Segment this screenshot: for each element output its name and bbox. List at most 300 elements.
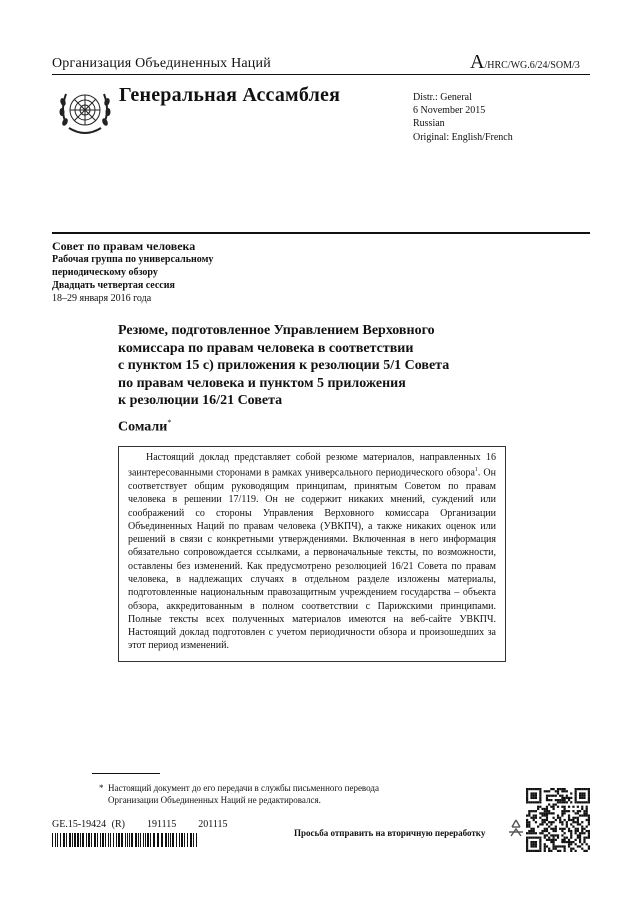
qr-module [561, 788, 563, 790]
qr-module [528, 814, 530, 816]
qr-module [579, 834, 581, 836]
qr-module [533, 797, 535, 799]
qr-module [577, 806, 579, 808]
qr-module [588, 823, 590, 825]
qr-module [528, 823, 530, 825]
qr-module [539, 839, 541, 841]
qr-module [535, 792, 537, 794]
qr-module [548, 837, 550, 839]
qr-module [526, 814, 528, 816]
qr-module [586, 826, 588, 828]
session-dates: 18–29 января 2016 года [52, 293, 152, 304]
qr-module [568, 797, 570, 799]
qr-module [557, 790, 559, 792]
qr-module [530, 792, 532, 794]
qr-module [530, 843, 532, 845]
qr-module [564, 799, 566, 801]
qr-module [552, 808, 554, 810]
barcode-bar [116, 833, 117, 847]
qr-module [557, 788, 559, 790]
qr-module [546, 810, 548, 812]
qr-module [539, 832, 541, 834]
qr-module [526, 841, 528, 843]
document-symbol-prefix: A [470, 51, 485, 73]
qr-module [579, 801, 581, 803]
barcode-bar [157, 833, 159, 847]
section-rule [52, 232, 590, 234]
qr-module [546, 797, 548, 799]
qr-module [579, 797, 581, 799]
barcode-bar [88, 833, 90, 847]
qr-module [541, 821, 543, 823]
footnote [99, 782, 428, 806]
qr-module [568, 843, 570, 845]
qr-module [586, 788, 588, 790]
qr-module [583, 841, 585, 843]
barcode-bar [181, 833, 183, 847]
qr-module [526, 837, 528, 839]
barcode-bar [127, 833, 128, 847]
summary-text [128, 451, 496, 653]
qr-module [568, 806, 570, 808]
qr-module [557, 792, 559, 794]
qr-module [544, 843, 546, 845]
qr-module [577, 801, 579, 803]
qr-module [555, 799, 557, 801]
qr-module [548, 850, 550, 852]
barcode-bar [113, 833, 114, 847]
qr-module [570, 819, 572, 821]
qr-module [564, 848, 566, 850]
qr-module [539, 823, 541, 825]
qr-module [577, 788, 579, 790]
footnote-rule [92, 773, 160, 774]
qr-module [559, 788, 561, 790]
qr-module [561, 821, 563, 823]
qr-module [533, 830, 535, 832]
qr-module [546, 845, 548, 847]
qr-module [564, 812, 566, 814]
qr-module [530, 845, 532, 847]
qr-module [579, 837, 581, 839]
qr-module [539, 792, 541, 794]
qr-module [552, 848, 554, 850]
title-line: Резюме, подготовленное Управлением Верховного [118, 323, 435, 338]
qr-module [526, 788, 528, 790]
qr-module [544, 828, 546, 830]
title-line: по правам человека и пунктом 5 приложения [118, 375, 406, 391]
qr-module [533, 810, 535, 812]
qr-module [588, 821, 590, 823]
qr-module [526, 799, 528, 801]
qr-module [561, 797, 563, 799]
footnote-text: Настоящий документ до его передачи в службы письменного перевода Организации Объединенных Наций не редактировался. [108, 783, 379, 805]
qr-module [550, 850, 552, 852]
qr-module [581, 826, 583, 828]
qr-module [572, 806, 574, 808]
barcode-bar [97, 833, 98, 847]
qr-module [566, 810, 568, 812]
qr-module [528, 837, 530, 839]
qr-module [535, 795, 537, 797]
distribution-block [413, 91, 513, 144]
qr-module [548, 799, 550, 801]
distribution-line: Distr.: General [413, 92, 472, 103]
barcode-bar [72, 833, 73, 847]
qr-module [559, 845, 561, 847]
qr-module [572, 841, 574, 843]
qr-module [550, 795, 552, 797]
qr-module [546, 817, 548, 819]
footnote-mark: * [99, 783, 104, 793]
qr-module [533, 845, 535, 847]
qr-module [575, 812, 577, 814]
qr-module [583, 810, 585, 812]
qr-module [561, 790, 563, 792]
qr-module [528, 788, 530, 790]
barcode-bar [193, 833, 194, 847]
qr-module [572, 817, 574, 819]
qr-module [548, 826, 550, 828]
qr-module [577, 812, 579, 814]
qr-module [583, 850, 585, 852]
summary-note-ref: 1 [474, 467, 478, 474]
qr-module [583, 797, 585, 799]
qr-module [552, 841, 554, 843]
qr-module [559, 795, 561, 797]
qr-module [586, 801, 588, 803]
qr-module [546, 814, 548, 816]
qr-module [526, 839, 528, 841]
qr-module [559, 850, 561, 852]
qr-module [528, 832, 530, 834]
qr-module [586, 812, 588, 814]
barcode-bar [135, 833, 137, 847]
working-group-line1: Рабочая группа по универсальному [52, 254, 214, 265]
qr-module [588, 817, 590, 819]
qr-module [526, 792, 528, 794]
qr-module [561, 806, 563, 808]
qr-module [564, 839, 566, 841]
barcode-bar [172, 833, 174, 847]
qr-module [552, 834, 554, 836]
qr-module [533, 837, 535, 839]
qr-module [557, 834, 559, 836]
qr-module [559, 821, 561, 823]
qr-module [588, 848, 590, 850]
qr-module [561, 841, 563, 843]
qr-module [550, 839, 552, 841]
qr-module [546, 819, 548, 821]
qr-module [570, 801, 572, 803]
qr-module [552, 812, 554, 814]
barcode-bar [121, 833, 123, 847]
qr-module [535, 797, 537, 799]
barcode-bar [176, 833, 177, 847]
qr-module [564, 788, 566, 790]
qr-module [548, 790, 550, 792]
qr-module [566, 826, 568, 828]
qr-module [539, 837, 541, 839]
country-footnote-mark: * [167, 418, 172, 427]
qr-module [552, 845, 554, 847]
qr-module [561, 799, 563, 801]
qr-module [539, 841, 541, 843]
qr-module [546, 834, 548, 836]
qr-module [544, 821, 546, 823]
qr-module [546, 808, 548, 810]
qr-module [588, 799, 590, 801]
qr-module [561, 828, 563, 830]
document-date: 6 November 2015 [413, 105, 486, 117]
qr-module [552, 843, 554, 845]
qr-module [526, 823, 528, 825]
qr-module [535, 850, 537, 852]
qr-module [575, 821, 577, 823]
qr-module [581, 814, 583, 816]
qr-module [577, 845, 579, 847]
qr-module [577, 823, 579, 825]
document-symbol [470, 51, 580, 74]
qr-module [548, 839, 550, 841]
qr-module [541, 812, 543, 814]
qr-module [526, 850, 528, 852]
qr-module [535, 841, 537, 843]
qr-module [537, 806, 539, 808]
qr-module [575, 832, 577, 834]
qr-module [530, 810, 532, 812]
qr-module [548, 812, 550, 814]
qr-module [535, 817, 537, 819]
qr-module [555, 828, 557, 830]
qr-module [561, 823, 563, 825]
barcode-bar [196, 833, 197, 847]
qr-module [526, 826, 528, 828]
summary-text-start: Настоящий доклад представляет собой резюме материалов, направленных 16 заинтересованными сторонами в рамках универсального периодического обзора [128, 452, 496, 479]
qr-module [541, 808, 543, 810]
qr-module [530, 850, 532, 852]
qr-module [581, 801, 583, 803]
qr-module [579, 814, 581, 816]
barcode-bar [110, 833, 111, 847]
qr-module [575, 843, 577, 845]
barcode-icon [52, 833, 197, 847]
qr-module [586, 843, 588, 845]
barcode-bar [147, 833, 149, 847]
title-line: с пунктом 15 c) приложения к резолюции 5/1 Совета [118, 358, 450, 373]
qr-module [535, 814, 537, 816]
barcode-bar [153, 833, 155, 847]
qr-module [588, 790, 590, 792]
qr-module [544, 812, 546, 814]
qr-module [568, 830, 570, 832]
qr-module [541, 823, 543, 825]
qr-module [588, 788, 590, 790]
barcode-bar [82, 833, 84, 847]
qr-module [526, 801, 528, 803]
qr-module [552, 788, 554, 790]
qr-module [588, 819, 590, 821]
qr-module [579, 832, 581, 834]
qr-module [530, 830, 532, 832]
qr-module [579, 839, 581, 841]
qr-module [548, 832, 550, 834]
barcode-bar [145, 833, 146, 847]
qr-module [539, 850, 541, 852]
qr-module [539, 788, 541, 790]
qr-module [550, 828, 552, 830]
qr-module [548, 848, 550, 850]
barcode-bar [168, 833, 169, 847]
qr-module [583, 837, 585, 839]
qr-module [539, 790, 541, 792]
qr-module [533, 795, 535, 797]
qr-module [586, 837, 588, 839]
barcode-bar [86, 833, 87, 847]
qr-module [581, 843, 583, 845]
qr-module [575, 817, 577, 819]
qr-module [526, 790, 528, 792]
qr-module [533, 792, 535, 794]
qr-module [561, 810, 563, 812]
qr-module [588, 845, 590, 847]
barcode-bar [184, 833, 185, 847]
barcode-bar [60, 833, 61, 847]
qr-module [550, 823, 552, 825]
qr-module [581, 832, 583, 834]
qr-module [544, 837, 546, 839]
qr-module [579, 792, 581, 794]
qr-module [544, 808, 546, 810]
qr-module [539, 845, 541, 847]
qr-module [539, 812, 541, 814]
qr-module [564, 828, 566, 830]
qr-module [550, 806, 552, 808]
qr-module [550, 841, 552, 843]
qr-module [581, 830, 583, 832]
qr-module [579, 810, 581, 812]
barcode-bar [77, 833, 79, 847]
qr-module [577, 828, 579, 830]
qr-module [568, 839, 570, 841]
barcode-bar [94, 833, 96, 847]
qr-module [530, 828, 532, 830]
qr-module [544, 845, 546, 847]
barcode-bar [66, 833, 67, 847]
council-block [52, 240, 213, 305]
qr-module [577, 830, 579, 832]
qr-module [530, 817, 532, 819]
qr-module [561, 830, 563, 832]
qr-module [583, 812, 585, 814]
qr-module [566, 837, 568, 839]
qr-module [546, 806, 548, 808]
qr-module [555, 845, 557, 847]
qr-module [555, 848, 557, 850]
qr-module [575, 792, 577, 794]
qr-module [535, 821, 537, 823]
barcode-bar [57, 833, 58, 847]
qr-module [583, 801, 585, 803]
qr-module [535, 845, 537, 847]
barcode-bar [150, 833, 151, 847]
qr-module [583, 795, 585, 797]
qr-module [539, 799, 541, 801]
qr-module [557, 850, 559, 852]
barcode-bar [179, 833, 180, 847]
qr-module [575, 788, 577, 790]
qr-module [539, 806, 541, 808]
qr-module [552, 803, 554, 805]
qr-module [564, 810, 566, 812]
qr-module [535, 810, 537, 812]
qr-module [546, 812, 548, 814]
qr-module [533, 801, 535, 803]
job-number-line [52, 819, 228, 830]
qr-module [526, 845, 528, 847]
qr-module [533, 817, 535, 819]
qr-module [530, 837, 532, 839]
qr-module [579, 795, 581, 797]
qr-module [561, 839, 563, 841]
qr-module [577, 834, 579, 836]
qr-module [526, 819, 528, 821]
qr-module [586, 806, 588, 808]
qr-module [541, 830, 543, 832]
qr-module [566, 801, 568, 803]
qr-module [528, 850, 530, 852]
qr-module [528, 812, 530, 814]
qr-module [528, 810, 530, 812]
qr-module [533, 850, 535, 852]
qr-module [533, 843, 535, 845]
qr-module [561, 812, 563, 814]
qr-module [552, 806, 554, 808]
qr-module [575, 830, 577, 832]
qr-module [581, 821, 583, 823]
qr-module [564, 845, 566, 847]
qr-module [566, 821, 568, 823]
qr-module [535, 832, 537, 834]
qr-module [559, 828, 561, 830]
qr-module [570, 850, 572, 852]
qr-module [583, 828, 585, 830]
title-line: комиссара по правам человека в соответствии [118, 340, 414, 356]
qr-module [572, 821, 574, 823]
qr-module [557, 799, 559, 801]
qr-module [555, 839, 557, 841]
qr-module [533, 819, 535, 821]
qr-module [539, 843, 541, 845]
qr-module [557, 801, 559, 803]
qr-module [528, 821, 530, 823]
qr-module [555, 819, 557, 821]
barcode-bar [55, 833, 56, 847]
qr-module [530, 797, 532, 799]
qr-module [555, 826, 557, 828]
qr-module [530, 795, 532, 797]
qr-module [588, 792, 590, 794]
qr-module [526, 848, 528, 850]
qr-module [557, 845, 559, 847]
qr-module [583, 792, 585, 794]
qr-module [526, 797, 528, 799]
qr-module [557, 806, 559, 808]
qr-module [544, 819, 546, 821]
qr-module [544, 790, 546, 792]
qr-module [586, 810, 588, 812]
qr-module [583, 839, 585, 841]
